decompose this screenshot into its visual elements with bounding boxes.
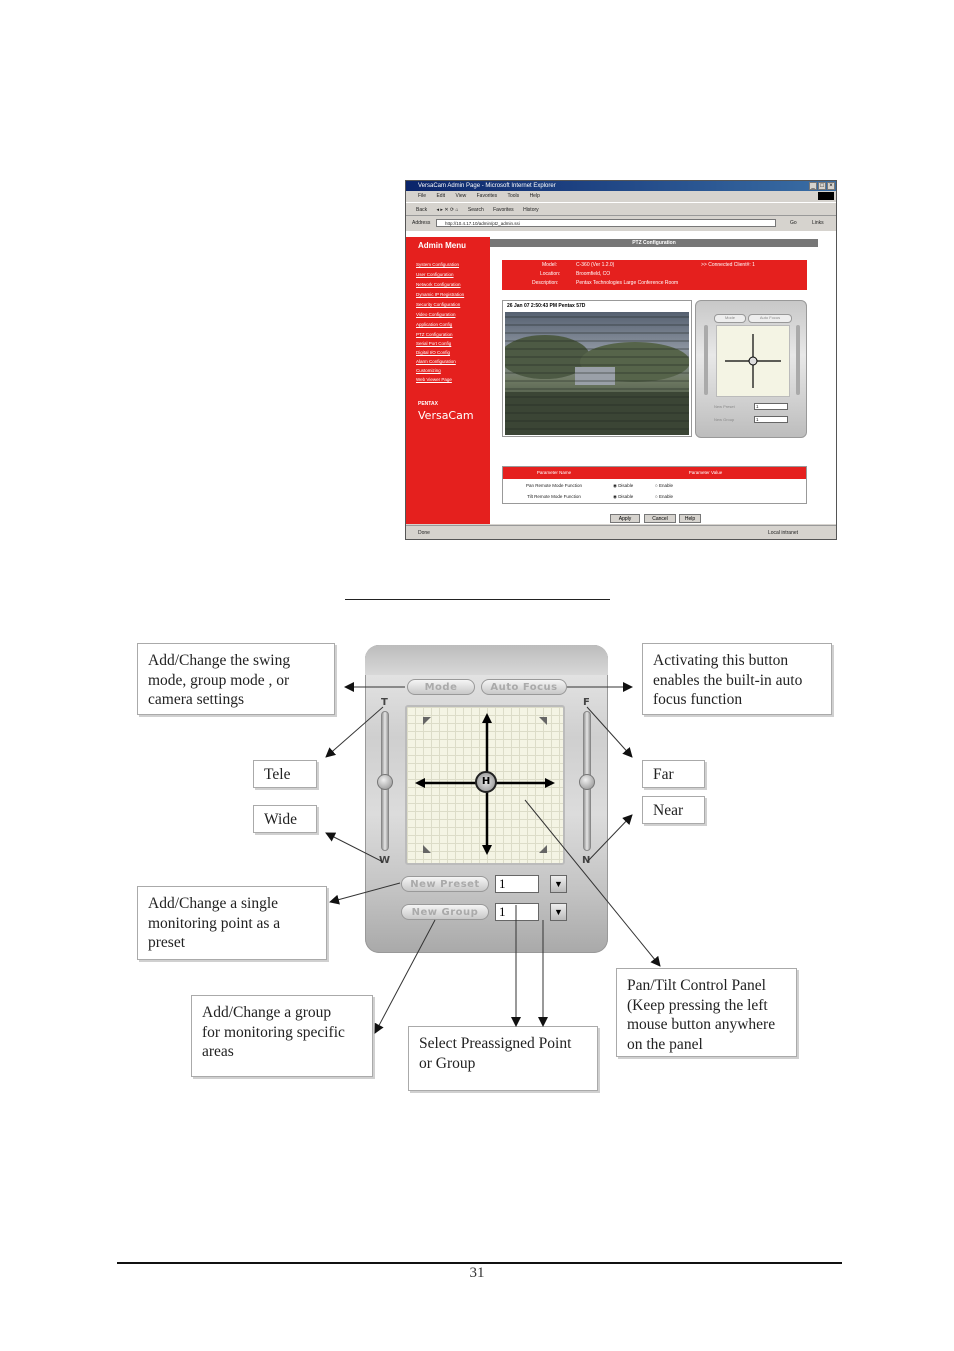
table-header-value: Parameter Value <box>605 467 806 479</box>
zoom-slider-knob[interactable] <box>377 774 393 790</box>
links-button[interactable]: Links <box>812 220 824 226</box>
sidebar-link[interactable]: Video Configuration <box>416 312 456 317</box>
mini-group-select[interactable]: 1 <box>754 416 788 423</box>
admin-menu-title: Admin Menu <box>418 241 466 250</box>
mini-new-group-button[interactable]: New Group <box>714 417 735 422</box>
menu-file[interactable]: File <box>418 193 427 199</box>
status-bar <box>406 525 836 540</box>
menu-view[interactable]: View <box>455 193 467 199</box>
sidebar-link[interactable]: Customizing <box>416 368 441 373</box>
pan-tilt-pad[interactable] <box>405 705 565 865</box>
home-button[interactable] <box>475 771 497 793</box>
description-value: Pentax Technologies Large Conference Room <box>576 280 679 286</box>
versacam-logo: VersaCam <box>418 409 474 422</box>
status-text: Done <box>418 530 430 536</box>
radio-label: Enable <box>658 483 673 488</box>
footer-rule <box>117 1262 842 1264</box>
toolbar <box>406 202 836 216</box>
mini-focus-slider[interactable] <box>796 325 800 395</box>
address-bar <box>406 217 836 229</box>
callout-auto-focus: Activating this button enables the built-in auto focus function <box>642 643 832 715</box>
radio-enable[interactable]: ○ Enable <box>655 483 673 488</box>
menu-edit[interactable]: Edit <box>436 193 446 199</box>
camera-scene <box>505 312 689 435</box>
near-letter: N <box>582 855 591 866</box>
far-letter: F <box>583 697 590 708</box>
callout-far: Far <box>642 760 705 788</box>
mini-zoom-slider[interactable] <box>704 325 708 395</box>
search-button[interactable]: Search <box>467 207 484 213</box>
mini-new-preset-button[interactable]: New Preset <box>714 404 735 409</box>
radio-label: Enable <box>658 494 673 499</box>
menu-tools[interactable]: Tools <box>507 193 520 199</box>
go-button[interactable]: Go <box>790 220 797 226</box>
menu-bar <box>406 191 836 201</box>
mode-button[interactable]: Mode <box>407 679 475 695</box>
menu-help[interactable]: Help <box>529 193 540 199</box>
connected-clients: >> Connected Client#: 1 <box>701 262 755 268</box>
callout-pan-tilt: Pan/Tilt Control Panel (Keep pressing the left mouse button anywhere on the panel <box>616 968 797 1057</box>
auto-focus-button[interactable]: Auto Focus <box>481 679 567 695</box>
radio-label: Disable <box>618 494 634 499</box>
mini-crosshair-icon <box>717 326 789 396</box>
radio-disable[interactable]: ◉ Disable <box>613 494 634 499</box>
caption-underline <box>345 599 610 600</box>
camera-info-box <box>502 260 807 290</box>
radio-enable[interactable]: ○ Enable <box>655 494 673 499</box>
page-number: 31 <box>469 1265 485 1281</box>
page-header: PTZ Configuration <box>490 239 818 247</box>
sidebar-link[interactable]: Serial Port Config <box>416 341 452 346</box>
tele-letter: T <box>381 697 388 708</box>
sidebar-link[interactable]: Application Config <box>416 322 453 327</box>
address-input[interactable]: http://10.4.17.10/admin/ptz_admin.ssi <box>436 219 776 227</box>
description-label: Description: <box>532 280 559 286</box>
mini-ptz-panel <box>695 300 807 438</box>
ptz-control-panel <box>365 645 608 953</box>
panel-top-bar <box>365 645 608 675</box>
browser-screenshot <box>405 180 837 540</box>
callout-wide: Wide <box>253 805 317 833</box>
parameter-table <box>502 466 807 504</box>
group-select[interactable]: 1 <box>495 903 539 921</box>
favorites-button[interactable]: Favorites <box>493 207 514 213</box>
sidebar-link[interactable]: PTZ Configuration <box>416 332 453 337</box>
mini-mode-button[interactable]: Mode <box>714 314 746 323</box>
mini-auto-focus-button[interactable]: Auto Focus <box>748 314 792 323</box>
table-row-name: Pan Remote Mode Function <box>525 483 583 488</box>
callout-mode: Add/Change the swing mode, group mode , or camera settings <box>137 643 335 715</box>
apply-button[interactable]: Apply <box>610 514 640 523</box>
window-title: VersaCam Admin Page - Microsoft Internet Explorer <box>406 181 836 191</box>
callout-select: Select Preassigned Point or Group <box>408 1026 598 1091</box>
new-group-button[interactable]: New Group <box>401 904 489 920</box>
ie-logo-icon <box>818 192 834 200</box>
camera-view <box>502 300 692 437</box>
sidebar-link[interactable]: User Configuration <box>416 272 454 277</box>
nav-icons: ◂ ▸ ✕ ⟳ ⌂ <box>436 207 459 213</box>
location-value: Broomfield, CO <box>576 271 611 277</box>
focus-slider-knob[interactable] <box>579 774 595 790</box>
camera-timestamp: 26 Jan 07 2:50:43 PM Pentax 57D <box>507 303 586 309</box>
minimize-button[interactable]: _ <box>809 182 817 190</box>
preset-dropdown-icon[interactable]: ▼ <box>550 875 567 893</box>
status-zone: Local intranet <box>768 530 799 536</box>
home-letter: H <box>481 776 491 787</box>
menu-favorites[interactable]: Favorites <box>476 193 498 199</box>
wide-letter: W <box>379 855 391 866</box>
help-button[interactable]: Help <box>679 514 701 523</box>
camera-image <box>505 312 689 435</box>
table-header-name: Parameter Name <box>503 467 605 479</box>
page-content <box>406 231 836 524</box>
sidebar-link[interactable]: Dynamic IP Registration <box>416 292 465 297</box>
mini-preset-select[interactable]: 1 <box>754 403 788 410</box>
location-label: Location: <box>540 271 561 277</box>
sidebar-link[interactable]: Web Viewer Page <box>416 377 452 382</box>
pentax-logo: PENTAX <box>418 401 438 407</box>
history-button[interactable]: History <box>523 207 539 213</box>
mini-pan-tilt-pad[interactable] <box>716 325 790 397</box>
maximize-button[interactable]: □ <box>818 182 826 190</box>
callout-tele: Tele <box>253 760 317 788</box>
callout-preset: Add/Change a single monitoring point as a preset <box>137 886 327 960</box>
sidebar-link[interactable]: System Configuration <box>416 262 460 267</box>
new-preset-button[interactable]: New Preset <box>401 876 489 892</box>
sidebar-link[interactable]: Alarm Configuration <box>416 359 456 364</box>
table-row-name: Tilt Remote Mode Function <box>527 494 581 499</box>
callout-near: Near <box>642 796 705 824</box>
radio-disable[interactable]: ◉ Disable <box>613 483 634 488</box>
model-label: Model: <box>542 262 558 268</box>
close-button[interactable]: × <box>827 182 835 190</box>
cancel-button[interactable]: Cancel <box>644 514 676 523</box>
sidebar-link[interactable]: Network Configuration <box>416 282 461 287</box>
address-label: Address <box>412 220 431 226</box>
sidebar-link[interactable]: Digital I/O Config <box>416 350 451 355</box>
callout-group: Add/Change a group for monitoring specific areas <box>191 995 373 1077</box>
back-button[interactable]: Back <box>416 207 428 213</box>
group-dropdown-icon[interactable]: ▼ <box>550 903 567 921</box>
admin-sidebar <box>406 237 490 524</box>
model-value: C-360 (Ver 1.2.0) <box>576 262 615 268</box>
sidebar-link[interactable]: Security Configuration <box>416 302 461 307</box>
preset-select[interactable]: 1 <box>495 875 539 893</box>
radio-label: Disable <box>618 483 634 488</box>
